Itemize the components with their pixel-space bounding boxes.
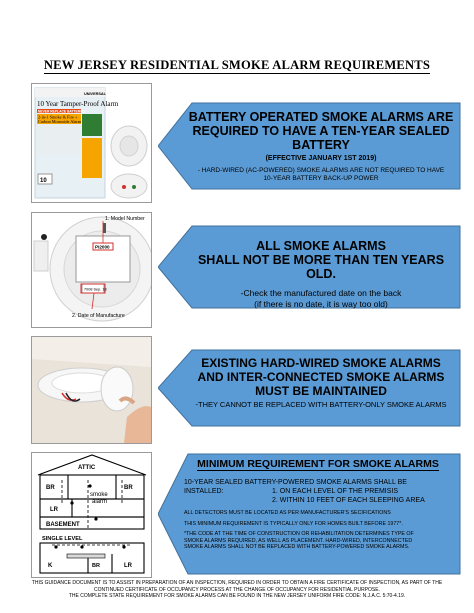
panel-4-minimum: THIS MINIMUM REQUIREMENT IS TYPICALLY ONLY FOR HOMES BUILT BEFORE 1977*. [184,520,403,527]
model-number-label: 1. Model Number [105,216,145,222]
back-label-image [31,212,152,328]
hardwired-alarm-photo [31,336,152,444]
panel-ten-year-battery [158,101,462,191]
back-label-illustration [32,213,151,327]
label-single-level: SINGLE LEVEL [42,536,83,542]
panel-4-code-note: *THE CODE AT THE TIME OF CONSTRUCTION OR REHABILITATION DETERMINES TYPE OF SMOKE ALARMS REQUIRED, AS WELL AS PLACEMENT. HARD-WIRED, INTERCONNECTED SMOKE ALARMS SHALL NOT BE REPLACED WITH BATTERY-POWERED SMOKE ALARMS. [184,531,414,550]
panel-4-heading: MINIMUM REQUIREMENT FOR SMOKE ALARMS [197,458,439,470]
label-lr-single: LR [124,563,132,569]
label-lr: LR [50,507,58,513]
panel-ten-years-old [158,224,462,310]
product-subtitle: NEVER REPLACE BATTERIES [38,109,86,114]
label-basement: BASEMENT [46,522,80,528]
label-k: K [48,563,53,569]
hardwired-alarm-illustration [32,337,151,443]
manufacture-date-label: 2. Date of Manufacture [72,313,125,319]
label-alarm: alarm [92,499,108,505]
panel-4-item-1: 1. ON EACH LEVEL OF THE PREMISIS [272,488,399,495]
product-box-illustration [32,84,151,202]
panel-4-placement: ALL DETECTORS MUST BE LOCATED AS PER MANUFACTURER'S SECIFICATIONS [184,510,391,516]
panel-3-note: -THEY CANNOT BE REPLACED WITH BATTERY-ONLY SMOKE ALARMS [195,400,447,409]
panel-1-heading: BATTERY OPERATED SMOKE ALARMS ARE REQUIRED TO HAVE A TEN-YEAR SEALED BATTERY [188,110,454,152]
product-combo-line-1: 2-in-1 Smoke & Fire + [38,114,78,120]
panel-4-intro: 10-YEAR SEALED BATTERY-POWERED SMOKE ALARMS SHALL BE [184,479,407,486]
floor-plan-image [31,452,152,578]
panel-1-effective-date: (EFFECTIVE JANUARY 1ST 2019) [265,155,377,162]
page-title: NEW JERSEY RESIDENTIAL SMOKE ALARM REQUIREMENTS [43,58,431,72]
panel-hardwired-maintained [158,348,462,428]
panel-4-item-2: 2. WITHIN 10 FEET OF EACH SLEEPING AREA [272,497,425,504]
product-box-image [31,83,152,203]
label-br-right: BR [124,485,133,491]
panel-2-heading: ALL SMOKE ALARMS SHALL NOT BE MORE THAN TEN YEARS OLD. [197,239,445,281]
label-attic: ATTIC [78,465,96,471]
panel-4-installed: INSTALLED: [184,488,224,495]
product-combo-line-2: Carbon Monoxide Alarm [38,119,82,124]
product-brand: UNIVERSAL [84,92,106,96]
panel-1-note: - HARD-WIRED (AC-POWERED) SMOKE ALARMS ARE NOT REQUIRED TO HAVE 10-YEAR BATTERY BACK-UP POWER [197,167,445,182]
panel-2-note: -Check the manufactured date on the back (if there is no date, it is way too old) [240,288,402,309]
footer-disclaimer: THIS GUIDANCE DOCUMENT IS TO ASSIST IN PREPARATION OF AN INSPECTION, REQUIRED IN ORDER TO OBTAIN A FIRE CERTIFICATE OF INSPECTION, AS PART OF THE CONTINUED CERTIFICATE OF OCCUPANCY PROCESS AT THE CHANGE OF OCCUPANCY FOR RESIDENTIAL PURPOSE. THE COMPLETE STATE REQUIREMENT FOR SMOKE ALARMS CAN BE FOUND IN THE NEW JERSEY UNIFORM FIRE CODE: N.J.A.C. 5:70-4.19. [31,580,443,599]
product-title: 10 Year Tamper-Proof Alarm [37,100,119,108]
label-br-left: BR [46,485,55,491]
floor-plan-illustration [32,453,151,577]
panel-3-heading: EXISTING HARD-WIRED SMOKE ALARMS AND INTER-CONNECTED SMOKE ALARMS MUST BE MAINTAINED [197,356,445,398]
product-badge: 10 [40,178,47,184]
panel-minimum-requirement [158,452,462,576]
label-smoke: smoke [90,492,108,498]
label-br-single: BR [92,563,100,569]
manufacture-date-value: 7008 Sep. 18 [84,287,107,292]
model-number-value: PI2000 [95,244,110,250]
